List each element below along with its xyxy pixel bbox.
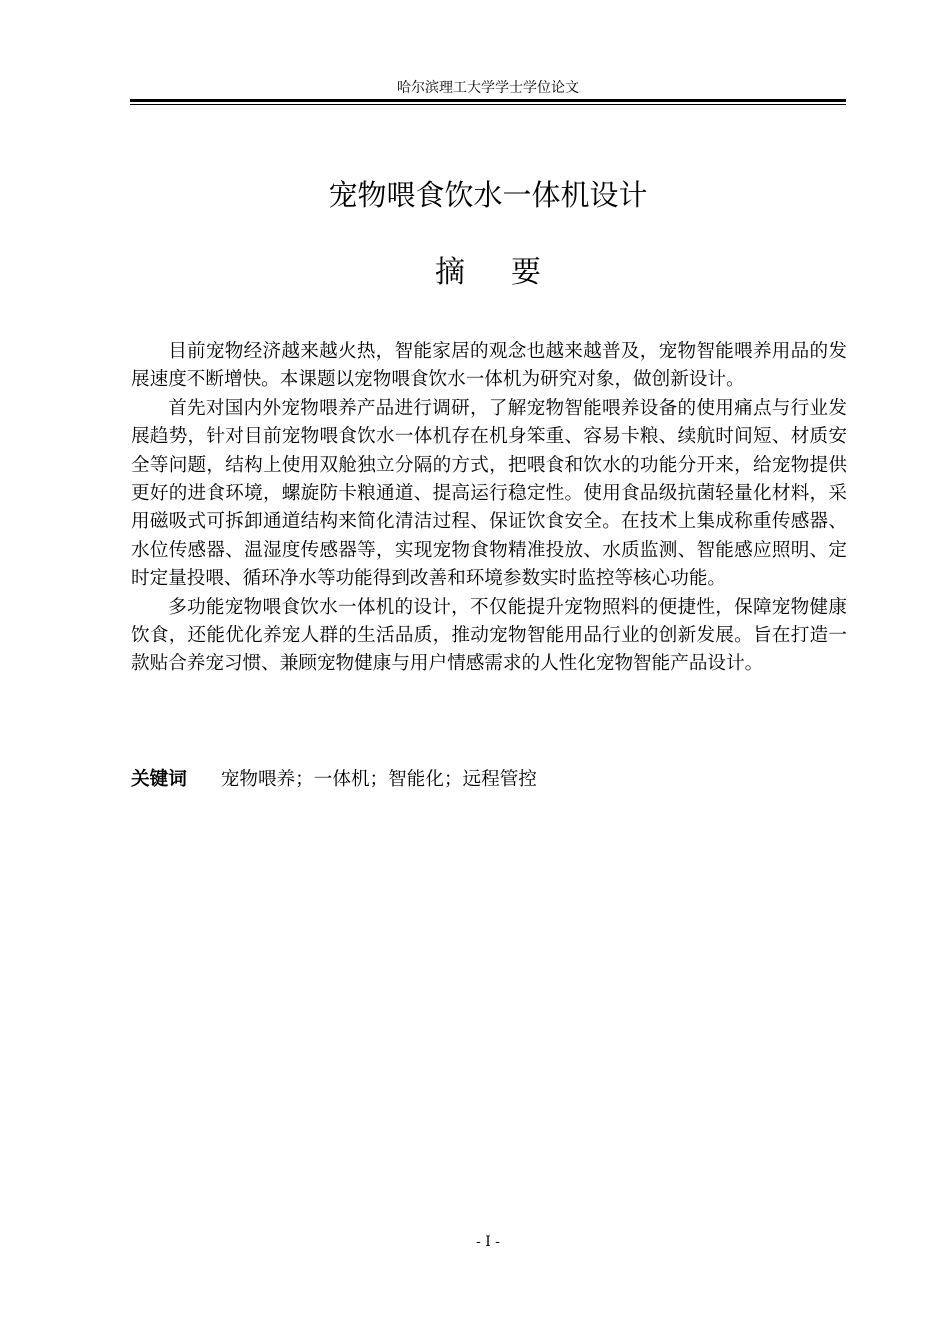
- abstract-heading-char-2: 要: [511, 255, 541, 290]
- keywords-line: [131, 766, 537, 794]
- header-rule-thin: [130, 104, 846, 105]
- abstract-paragraph-1: 目前宠物经济越来越火热，智能家居的观念也越来越普及，宠物智能喂养用品的发展速度不断增快。本课题以宠物喂食饮水一体机为研究对象，做创新设计。: [131, 341, 847, 391]
- running-header: 哈尔滨理工大学学士学位论文: [397, 80, 579, 96]
- abstract-paragraph-2: 首先对国内外宠物喂养产品进行调研，了解宠物智能喂养设备的使用痛点与行业发展趋势，针对目前宠物喂食饮水一体机存在机身笨重、容易卡粮、续航时间短、材质安全等问题，结构上使用双舱独立分隔的方式，把喂食和饮水的功能分开来，给宠物提供更好的进食环境，螺旋防卡粮通道、提高运行稳定性。使用食品级抗菌轻量化材料，采用磁吸式可拆卸通道结构来简化清洁过程、保证饮食安全。在技术上集成称重传感器、水位传感器、温湿度传感器等，实现宠物食物精准投放、水质监测、智能感应照明、定时定量投喂、循环净水等功能得到改善和环境参数实时监控等核心功能。: [131, 397, 847, 590]
- document-title: 宠物喂食饮水一体机设计: [328, 178, 648, 213]
- keywords-text: 宠物喂养；一体机；智能化；远程管控: [220, 769, 537, 790]
- abstract-heading: [130, 254, 846, 292]
- abstract-heading-char-1: 摘: [435, 255, 465, 290]
- header-rule-thick: [130, 99, 846, 102]
- page-number: - I -: [476, 1234, 500, 1250]
- abstract-body: [131, 338, 847, 679]
- keywords-label: 关键词: [131, 769, 187, 790]
- abstract-paragraph-3: 多功能宠物喂食饮水一体机的设计，不仅能提升宠物照料的便捷性，保障宠物健康饮食，还能优化养宠人群的生活品质，推动宠物智能用品行业的创新发展。旨在打造一款贴合养宠习惯、兼顾宠物健康与用户情感需求的人性化宠物智能产品设计。: [131, 596, 847, 675]
